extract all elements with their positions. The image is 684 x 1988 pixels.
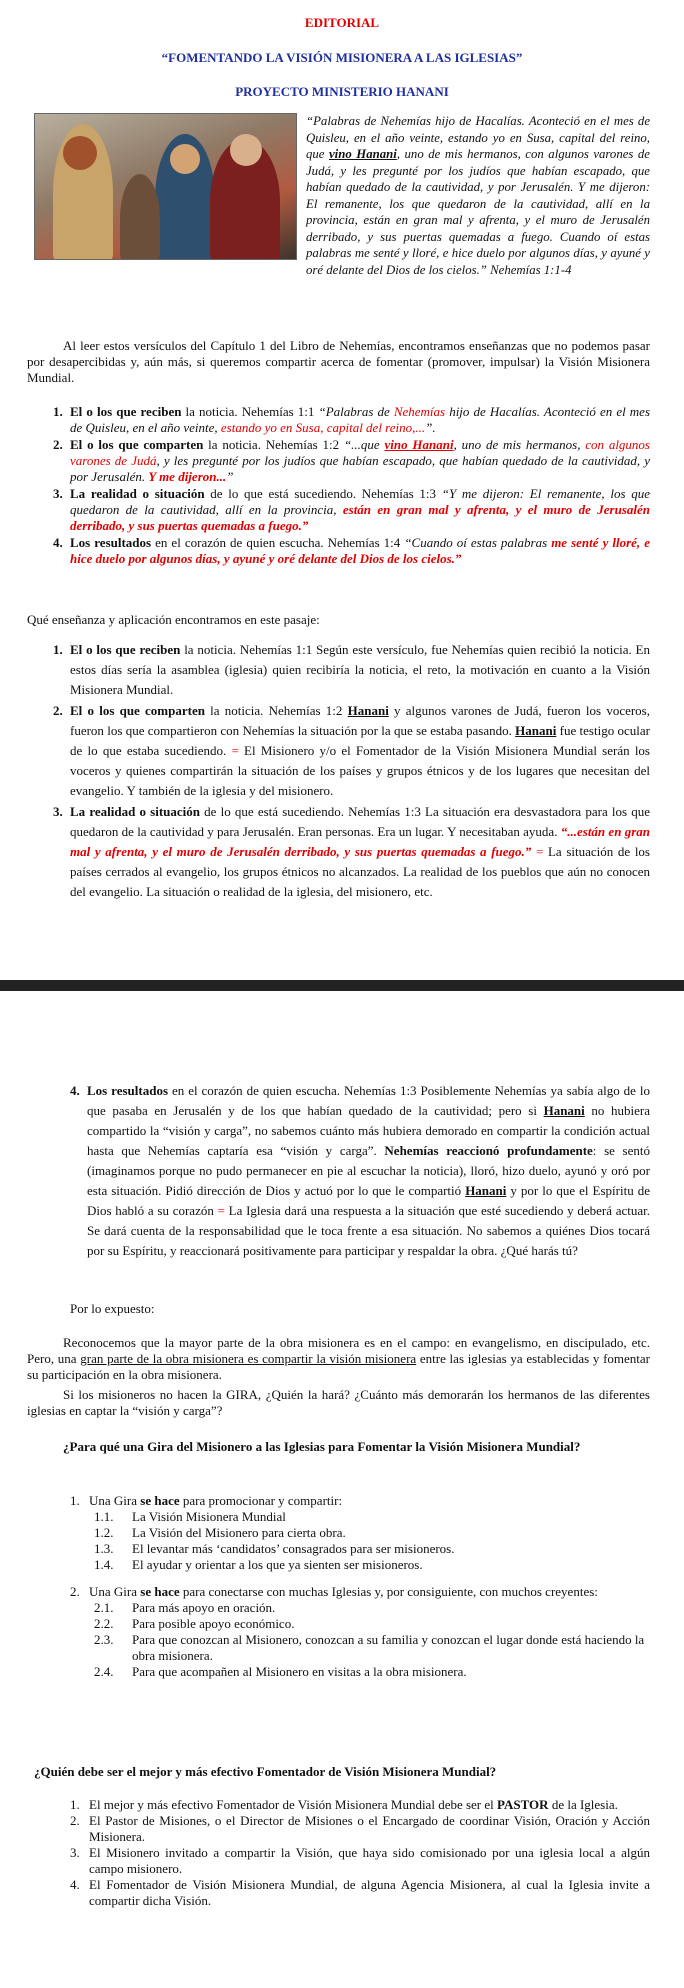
page-break	[0, 980, 684, 991]
fomentador-list	[70, 1797, 650, 1909]
list-item: 3. El Misionero invitado a compartir la Visión, que haya sido comisionado por una iglesia local a algún campo misionero.	[70, 1845, 650, 1876]
quote-hanani: vino Hanani	[329, 147, 397, 161]
sub-item: 1.2. La Visión del Misionero para cierta obra.	[94, 1525, 346, 1540]
sub-item: 1.4. El ayudar y orientar a los que ya sienten ser misioneros.	[94, 1557, 423, 1572]
list-item: 3. La realidad o situación de lo que está sucediendo. Nehemías 1:3 La situación era desvastadora para los que quedaron de la cautividad y para Jerusalén. Eran personas. Era un lugar. Y necesitaban ayuda. “...están en gran mal y afrenta, y el muro de Jerusalén derribado, y sus puertas quemadas a fuego.” = La situación de los países cerrados al evangelio, los grupos étnicos no alcanzados. La realidad de los pueblos que aún no conocen del evangelio. La situación o realidad de la iglesia, del misionero, etc.	[53, 804, 650, 899]
list-item: 1. El mejor y más efectivo Fomentador de Visión Misionera Mundial debe ser el PASTOR de la Iglesia.	[70, 1797, 618, 1812]
sub-item: 1.3. El levantar más ‘candidatos’ consagrados para ser misioneros.	[94, 1541, 455, 1556]
gira-list-1	[70, 1493, 645, 1573]
list-item: 4. El Fomentador de Visión Misionera Mundial, de alguna Agencia Misionera, al cual la Iglesia invite a compartir dicha Visión.	[70, 1877, 650, 1908]
por-lo-expuesto: Por lo expuesto:	[70, 1301, 155, 1316]
list-item: 4. Los resultados en el corazón de quien escucha. Nehemías 1:3 Posiblemente Nehemías ya sabía algo de lo que pasaba en Jerusalén y de los que habían quedado de la cautividad; pero si Hanani no hubiera compartido la “visión y carga”, no sabemos cuánto más hubiera demorado en compartir la condición actual hasta que Nehemías captaría esa “visión y carga”. Nehemías reaccionó profundamente: se sentó (imaginamos porque no pudo permanecer en pie al escuchar la noticia), lloró, hizo duelo, ayunó y oró por esta situación. Pidió dirección de Dios y actuó por lo que le compartió Hanani y por lo que el Espíritu de Dios habló a su corazón = La Iglesia dará una respuesta a la situación que esté sucediendo y deberá actuar. Se dará cuenta de la responsabilidad que le toca frente a esa situación. No sabemos a quiénes Dios tocará por su Espíritu, y reaccionará positivamente para participar y respaldar la obra. ¿Qué harás tú?	[70, 1083, 651, 1258]
list-item: 1. El o los que reciben la noticia. Nehemías 1:1 “Palabras de Nehemías hijo de Hacalías. Aconteció en el mes de Quisleu, en el año veinte, estando yo en Susa, capital del reino,...”.	[53, 404, 650, 435]
list-item: 3. La realidad o situación de lo que está sucediendo. Nehemías 1:3 “Y me dijeron: El remanente, los que quedaron de la cautividad, allí en la provincia, están en gran mal y afrenta, y el muro de Jerusalén derribado, y sus puertas quemadas a fuego.”	[53, 486, 650, 533]
verse-list	[53, 404, 650, 568]
gira-list-2	[70, 1584, 645, 1680]
editorial-label: EDITORIAL	[304, 15, 380, 30]
list-item: 2. Una Gira se hace para conectarse con muchas Iglesias y, por consiguiente, con muchos creyentes:	[70, 1584, 598, 1599]
list-item: 1. Una Gira se hace para promocionar y compartir:	[70, 1493, 343, 1508]
reconocemos-paragraph: Reconocemos que la mayor parte de la obra misionera es en el campo: en evangelismo, en discipulado, etc. Pero, una gran parte de la obra misionera es compartir la visión misionera entre las iglesias ya establecidas y fomentar su participación en la obra misionera.	[27, 1335, 650, 1382]
sub-item: 1.1. La Visión Misionera Mundial	[94, 1509, 286, 1524]
intro-paragraph: Al leer estos versículos del Capítulo 1 del Libro de Nehemías, encontramos enseñanzas que no podemos pasar por desapercibidas y, aún más, si queremos compartir acerca de fomentar (promover, impulsar) la Visión Misionera Mundial.	[27, 338, 650, 385]
list-item: 1. El o los que reciben la noticia. Nehemías 1:1 Según este versículo, fue Nehemías quien recibió la noticia. En estos días sería la asamblea (iglesia) quien recibiría la noticia, el reto, la motivación en cuanto a la Visión Misionera Mundial.	[53, 642, 651, 697]
sub-item: 2.4. Para que acompañen al Misionero en visitas a la obra misionera.	[94, 1664, 467, 1679]
list-item: 2. El o los que comparten la noticia. Nehemías 1:2 Hanani y algunos varones de Judá, fueron los voceros, fueron los que compartieron con Nehemías la situación por la que se estaba pasando. Hanani fue testigo ocular de lo que estaba sucediendo. = El Misionero y/o el Fomentador de la Visión Misionera Mundial serán los voceros y quienes compartirán la situación de los países y grupos étnicos y de los lugares que necesitan del evangelio. Y también de la iglesia y del misionero.	[53, 703, 650, 798]
gira-question-paragraph: Si los misioneros no hacen la GIRA, ¿Quién la hará? ¿Cuánto más demorarán los hermanos de las diferentes iglesias en captar la “visión y carga”?	[27, 1387, 650, 1418]
list-item: 2. El Pastor de Misiones, o el Director de Misiones o el Encargado de coordinar Visión, Oración y Acción Misionera.	[70, 1813, 650, 1844]
nehemiah-illustration	[34, 113, 297, 260]
question-gira: ¿Para qué una Gira del Misionero a las Iglesias para Fomentar la Visión Misionera Mundial?	[63, 1439, 581, 1454]
list-item: 4. Los resultados en el corazón de quien escucha. Nehemías 1:4 “Cuando oí estas palabras me senté y lloré, e hice duelo por algunos días, y ayuné y oré delante del Dios de los cielos.”	[53, 535, 650, 566]
sub-item: 2.3. Para que conozcan al Misionero, conozcan a su familia y conozcan el lugar donde está haciendo la obra misionera.	[94, 1632, 645, 1663]
application-list	[53, 640, 651, 903]
editorial-title: “FOMENTANDO LA VISIÓN MISIONERA A LAS IGLESIAS”	[161, 50, 523, 65]
sub-item: 2.2. Para posible apoyo económico.	[94, 1616, 295, 1631]
project-name: PROYECTO MINISTERIO HANANI	[235, 84, 449, 99]
question-teaching: Qué enseñanza y aplicación encontramos en este pasaje:	[27, 612, 320, 627]
question-fomentador: ¿Quién debe ser el mejor y más efectivo Fomentador de Visión Misionera Mundial?	[34, 1764, 497, 1779]
list-item: 2. El o los que comparten la noticia. Nehemías 1:2 “...que vino Hanani, uno de mis hermanos, con algunos varones de Judá, y les pregunté por los judíos que habían escapado, que habían quedado de la cautividad, y por Jerusalén. Y me dijeron...”	[53, 437, 650, 484]
sub-item: 2.1. Para más apoyo en oración.	[94, 1600, 276, 1615]
nehemiah-quote: “Palabras de Nehemías hijo de Hacalías. Aconteció en el mes de Quisleu, en el año veinte, estando yo en Susa, capital del reino, que vino Hanani, uno de mis hermanos, con algunos varones de Judá, y les pregunté por los judíos que habían escapado, que habían quedado de la cautividad, y por Jerusalén. Y me dijeron: El remanente, los que quedaron de la cautividad, allí en la provincia, están en gran mal y afrenta, y el muro de Jerusalén derribado, y sus puertas quemadas a fuego. Cuando oí estas palabras me senté y lloré, e hice duelo por algunos días, y ayuné y oré delante del Dios de los cielos.” Nehemías 1:1-4	[306, 114, 650, 277]
